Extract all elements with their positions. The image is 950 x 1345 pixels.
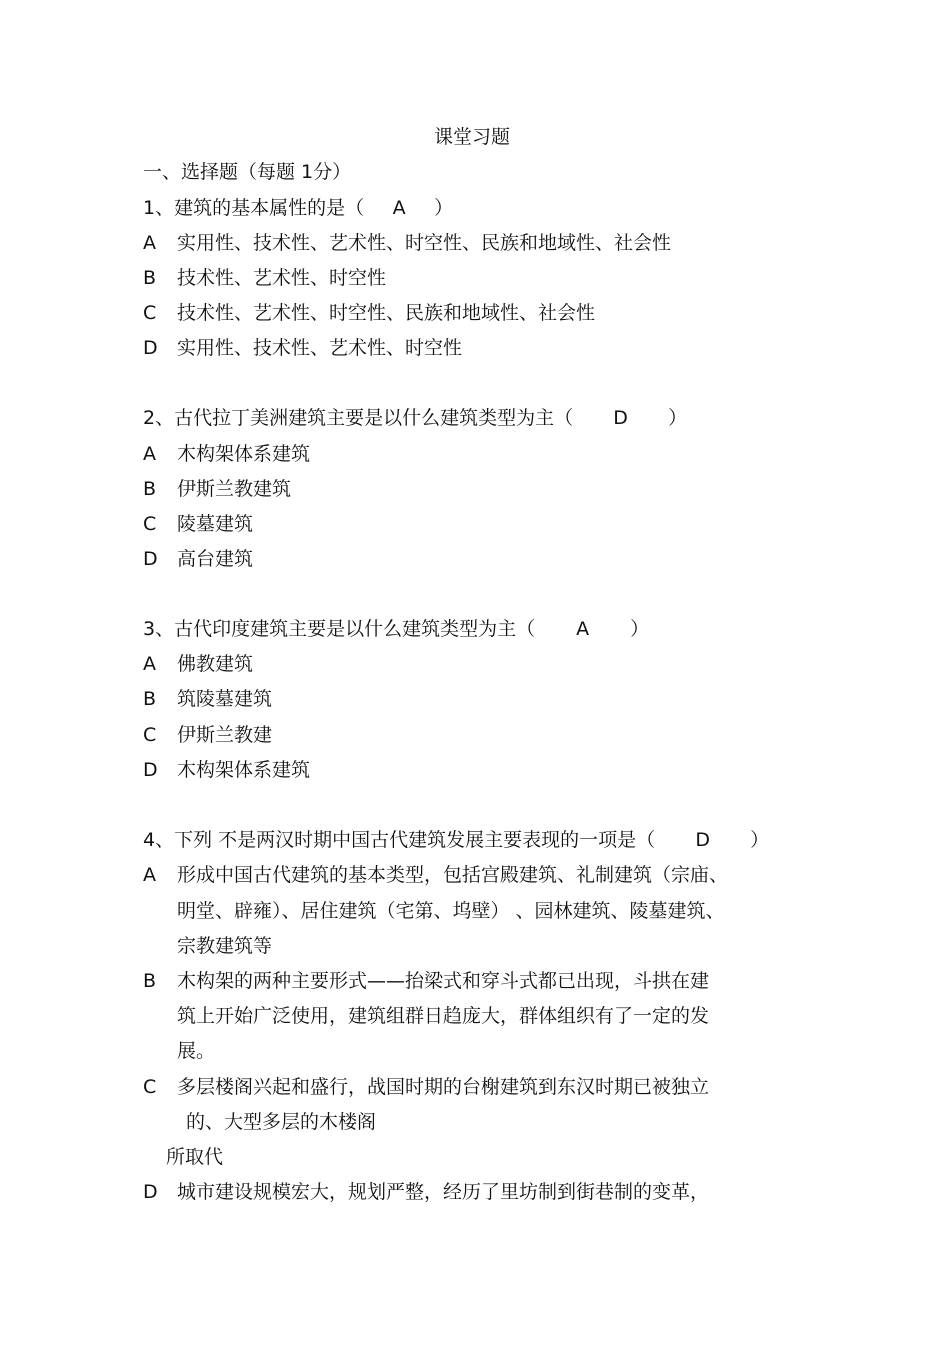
option-text-line: 所取代 (166, 1146, 224, 1168)
option-text-line: 城市建设规模宏大，规划严整，经历了里坊制到街巷制的变革， (177, 1181, 710, 1203)
option-text-line: 的、大型多层的木楼阁 (186, 1111, 377, 1133)
question-3-stem (143, 617, 649, 641)
question-2-stem (143, 406, 687, 430)
option-text-line: 明堂、辟雍）、居住建筑（宅第、坞壁） 、园林建筑、陵墓建筑、 (177, 900, 725, 922)
option-letter: A (143, 232, 156, 254)
answer-letter: A (392, 197, 406, 219)
question-stem-close: ） (434, 197, 454, 219)
option-letter: A (143, 443, 156, 465)
option-letter: B (143, 267, 157, 289)
option-text: 技术性、艺术性、时空性 (177, 267, 387, 289)
option-letter: B (143, 970, 157, 992)
option-letter: D (143, 759, 158, 781)
option-letter: C (143, 1076, 157, 1098)
option-letter: D (143, 337, 158, 359)
option-letter: C (143, 513, 157, 535)
option-letter: C (143, 302, 157, 324)
answer-letter: D (695, 829, 710, 851)
option-letter: B (143, 688, 157, 710)
option-text: 高台建筑 (177, 548, 254, 570)
option-text-line: 筑上开始广泛使用，建筑组群日趋庞大，群体组织有了一定的发 (177, 1005, 710, 1027)
option-text: 木构架体系建筑 (177, 443, 311, 465)
option-text-line: 宗教建筑等 (177, 935, 273, 957)
option-letter: A (143, 653, 156, 675)
question-stem-text: 2、古代拉丁美洲建筑主要是以什么建筑类型为主（ (143, 407, 574, 429)
question-stem-close: ） (750, 829, 770, 851)
option-text: 筑陵墓建筑 (177, 688, 273, 710)
option-text-line: 展。 (177, 1040, 216, 1062)
option-text-line: 形成中国古代建筑的基本类型，包括宫殿建筑、礼制建筑（宗庙、 (177, 864, 729, 886)
option-letter: D (143, 548, 158, 570)
option-letter: D (143, 1181, 158, 1203)
option-text-line: 多层楼阁兴起和盛行，战国时期的台榭建筑到东汉时期已被独立 (177, 1076, 710, 1098)
option-letter: B (143, 478, 157, 500)
option-text: 陵墓建筑 (177, 513, 254, 535)
option-text: 木构架体系建筑 (177, 759, 311, 781)
option-letter: C (143, 724, 157, 746)
section-heading: 一、选择题（每题 1分） (143, 161, 352, 183)
option-text: 伊斯兰教建筑 (177, 478, 292, 500)
question-4-stem (143, 828, 769, 852)
question-stem-text: 1、建筑的基本属性的是（ (143, 197, 365, 219)
option-text-line: 木构架的两种主要形式——抬梁式和穿斗式都已出现，斗拱在建 (177, 970, 710, 992)
option-text: 伊斯兰教建 (177, 724, 273, 746)
option-text: 实用性、技术性、艺术性、时空性、民族和地域性、社会性 (177, 232, 672, 254)
option-letter: A (143, 864, 156, 886)
question-1-stem (143, 196, 453, 220)
answer-letter: D (613, 407, 628, 429)
question-stem-close: ） (630, 618, 650, 640)
question-stem-close: ） (668, 407, 688, 429)
page-title: 课堂习题 (433, 126, 510, 148)
question-stem-text: 3、古代印度建筑主要是以什么建筑类型为主（ (143, 618, 536, 640)
question-stem-text: 4、下列 不是两汉时期中国古代建筑发展主要表现的一项是（ (143, 829, 656, 851)
option-text: 技术性、艺术性、时空性、民族和地域性、社会性 (177, 302, 596, 324)
answer-letter: A (576, 618, 590, 640)
option-text: 佛教建筑 (177, 653, 254, 675)
option-text: 实用性、技术性、艺术性、时空性 (177, 337, 463, 359)
